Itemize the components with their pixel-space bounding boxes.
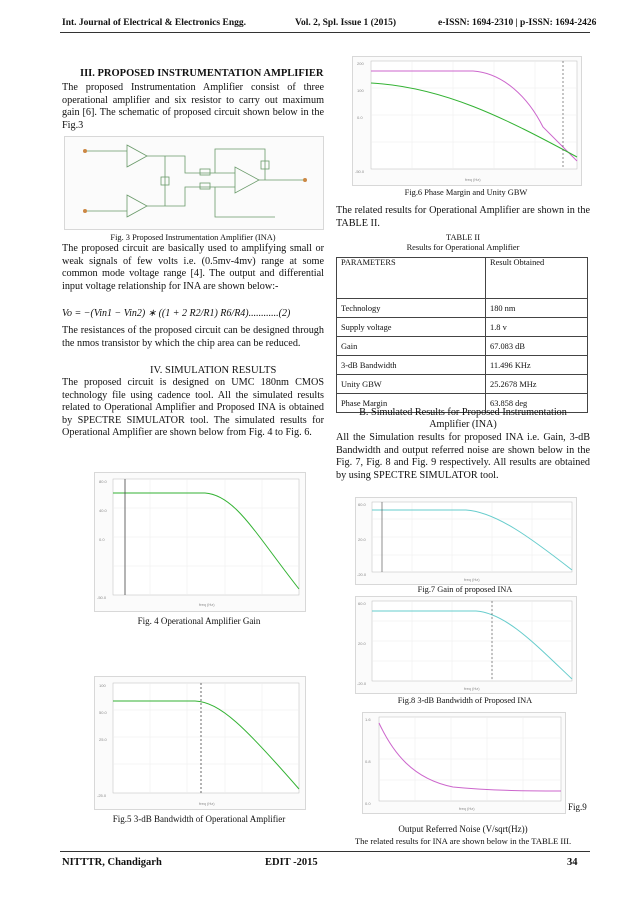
svg-text:freq (Hz): freq (Hz) [459, 806, 475, 811]
svg-text:-50.0: -50.0 [355, 169, 365, 174]
table-cell: 63.858 deg [486, 394, 588, 413]
svg-text:100: 100 [99, 683, 106, 688]
table-cell: Gain [337, 337, 486, 356]
figure-8-ina-bandwidth [355, 596, 577, 694]
table-cell: 25.2678 MHz [486, 375, 588, 394]
figure-9-label: Fig.9 [568, 802, 587, 812]
table-cell: 1.8 v [486, 318, 588, 337]
table-3-note: The related results for INA are shown below in the TABLE III. [354, 836, 572, 846]
opamp-gain-plot [95, 473, 305, 611]
opamp-bandwidth-plot [95, 677, 305, 809]
figure-5-caption: Fig.5 3-dB Bandwidth of Operational Amplifier [112, 814, 286, 824]
table-cell: Phase Margin [337, 394, 486, 413]
svg-text:50.0: 50.0 [99, 710, 107, 715]
ina-bandwidth-plot [356, 597, 576, 693]
svg-text:20.0: 20.0 [358, 641, 366, 646]
table-2-title: TABLE II [446, 233, 480, 242]
output-noise-plot [363, 713, 565, 813]
results-table [336, 257, 588, 413]
paragraph-ina-usage: The proposed circuit are basically used to amplifying small or weak signals of few volts i.e. (0.5mv-4mv) range at some common mode voltage range [4]. The output and differential input voltage relationship for INA are shown below:- [62, 243, 324, 292]
figure-5-opamp-bandwidth [94, 676, 306, 810]
figure-9-output-noise [362, 712, 566, 814]
table-header-cell: Result Obtained [486, 258, 588, 299]
table-cell: Unity GBW [337, 375, 486, 394]
subsection-b-heading-line2: Amplifier (INA) [429, 419, 497, 431]
figure-6-caption: Fig.6 Phase Margin and Unity GBW [404, 188, 528, 197]
svg-text:-25.0: -25.0 [97, 793, 107, 798]
paragraph-simulation: The proposed circuit is designed on UMC 180nm CMOS technology file using cadence tool. All the simulated results related to Operational Amplifier and Proposed INA is obtained by SPECTRE SIMULATOR tool. The simulated results for Operational Amplifier are shown below from Fig. 4 to Fig. 6. [62, 377, 324, 439]
svg-text:freq (Hz): freq (Hz) [464, 577, 480, 582]
ina-gain-plot [356, 498, 576, 584]
paragraph-ina-intro: The proposed Instrumentation Amplifier consist of three operational amplifier and six resistor to carry out maximum gain [6]. The schematic of proposed circuit shown below in the Fig.3 [62, 82, 324, 131]
subsection-b-heading-line1: B. Simulated Results for Proposed Instrumentation [359, 407, 567, 418]
section-heading-proposed-ina: III. PROPOSED INSTRUMENTATION AMPLIFIER [80, 68, 324, 79]
table-row [337, 356, 588, 375]
svg-text:0.8: 0.8 [365, 759, 371, 764]
table-cell: Technology [337, 299, 486, 318]
table-row [337, 375, 588, 394]
volume-issue: Vol. 2, Spl. Issue 1 (2015) [295, 18, 397, 28]
svg-text:60.0: 60.0 [358, 502, 366, 507]
footer-edition: EDIT -2015 [265, 857, 318, 868]
figure-3-schematic [64, 136, 324, 230]
svg-text:-20.0: -20.0 [357, 681, 367, 686]
figure-7-caption: Fig.7 Gain of proposed INA [417, 585, 513, 594]
paragraph-resistance: The resistances of the proposed circuit can be designed through the nmos transistor by which the chip area can be reduced. [62, 325, 324, 349]
figure-6-phase-margin [352, 56, 582, 186]
table-2-subtitle: Results for Operational Amplifier [406, 243, 520, 252]
svg-text:200: 200 [357, 61, 364, 66]
svg-text:25.0: 25.0 [99, 737, 107, 742]
svg-text:freq (Hz): freq (Hz) [199, 801, 215, 806]
table-header-row [337, 258, 588, 299]
paragraph-table2-intro: The related results for Operational Amplifier are shown in the TABLE II. [336, 205, 590, 229]
equation-2: Vo = −(Vin1 − Vin2) ∗ ((1 + 2 R2/R1) R6/R4)............(2) [62, 308, 291, 319]
svg-text:freq (Hz): freq (Hz) [199, 602, 215, 607]
table-cell: 3-dB Bandwidth [337, 356, 486, 375]
issn: e-ISSN: 1694-2310 | p-ISSN: 1694-2426 [438, 18, 597, 28]
table-cell: 67.083 dB [486, 337, 588, 356]
page-number: 34 [567, 857, 578, 868]
table-row [337, 299, 588, 318]
figure-8-caption: Fig.8 3-dB Bandwidth of Proposed INA [397, 696, 533, 705]
svg-text:1.6: 1.6 [365, 717, 371, 722]
footer-rule [60, 851, 590, 852]
figure-7-ina-gain [355, 497, 577, 585]
figure-9-caption: Output Referred Noise (V/sqrt(Hz)) [398, 824, 528, 834]
phase-margin-plot [353, 57, 581, 185]
journal-name: Int. Journal of Electrical & Electronics Engg. [62, 18, 247, 28]
svg-text:freq (Hz): freq (Hz) [464, 686, 480, 691]
svg-text:40.0: 40.0 [99, 508, 107, 513]
svg-text:-20.0: -20.0 [357, 572, 367, 577]
svg-text:60.0: 60.0 [358, 601, 366, 606]
figure-3-caption: Fig. 3 Proposed Instrumentation Amplifier (INA) [110, 233, 276, 242]
svg-text:0.0: 0.0 [99, 537, 105, 542]
svg-text:freq (Hz): freq (Hz) [465, 177, 481, 182]
footer-institute: NITTTR, Chandigarh [62, 857, 162, 868]
figure-4-caption: Fig. 4 Operational Amplifier Gain [137, 616, 261, 626]
paragraph-ina-results: All the Simulation results for proposed INA i.e. Gain, 3-dB Bandwidth and output referred noise are shown below in the Fig. 7, Fig. 8 and Fig. 9 respectively. All results are obtained by using SPECTRE SIMULATOR tool. [336, 432, 590, 481]
svg-text:80.0: 80.0 [99, 479, 107, 484]
ina-schematic-drawing [65, 137, 323, 229]
table-cell: 180 nm [486, 299, 588, 318]
svg-text:100: 100 [357, 88, 364, 93]
svg-text:0.0: 0.0 [357, 115, 363, 120]
table-row [337, 318, 588, 337]
table-header-cell: PARAMETERS [337, 258, 486, 299]
figure-4-opamp-gain [94, 472, 306, 612]
svg-text:20.0: 20.0 [358, 537, 366, 542]
header-rule [60, 32, 590, 33]
svg-text:-50.0: -50.0 [97, 595, 107, 600]
svg-text:0.0: 0.0 [365, 801, 371, 806]
table-cell: 11.496 KHz [486, 356, 588, 375]
subsection-b-heading [336, 407, 590, 432]
table-row [337, 337, 588, 356]
section-heading-simulation: IV. SIMULATION RESULTS [150, 365, 277, 376]
table-cell: Supply voltage [337, 318, 486, 337]
